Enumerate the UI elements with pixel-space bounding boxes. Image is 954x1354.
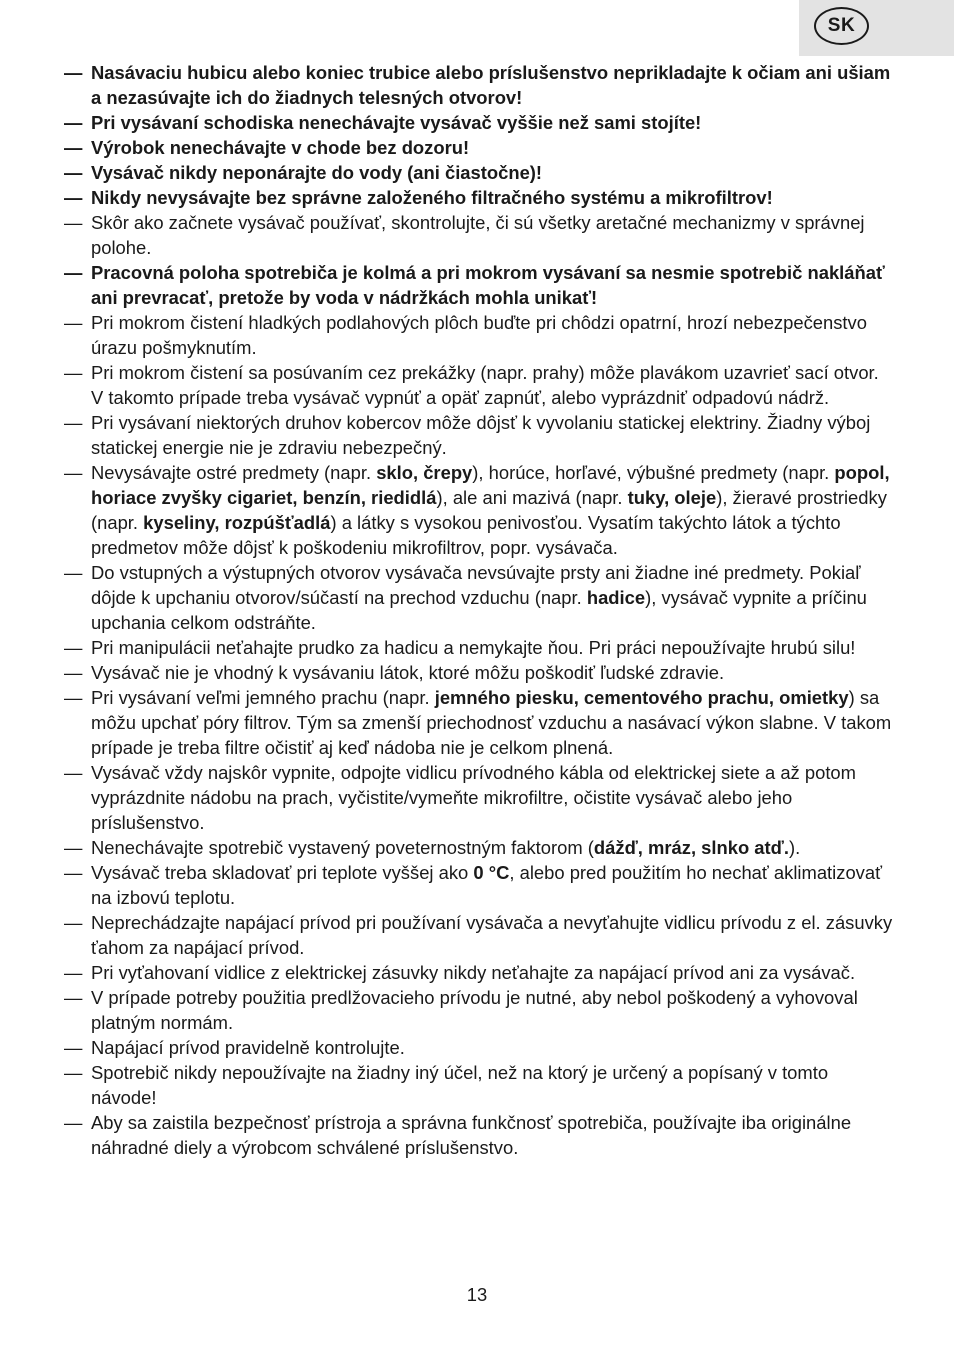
item-text: ) sa môžu upchať póry filtrov. Tým sa zmenší priechodnosť vzduchu a nasávací výkon slabne. V takom prípade je treba filtre očistiť aj keď nádoba nie je celkom plnená.	[91, 687, 892, 758]
item-text: Pri vysávaní schodiska nenechávajte vysávač vyššie než sami stojíte!	[91, 112, 702, 133]
item-text: Pri mokrom čistení hladkých podlahových plôch buďte pri chôdzi opatrní, hrozí nebezpečenstvo úrazu pošmyknutím.	[91, 312, 867, 358]
emphasized-text: jemného piesku, cementového prachu, omietky	[434, 687, 849, 708]
list-dash: —	[64, 1037, 83, 1058]
safety-instructions-list	[64, 60, 894, 1160]
list-dash: —	[64, 262, 83, 283]
list-item	[64, 1110, 894, 1160]
list-dash: —	[64, 362, 83, 383]
emphasized-text: sklo, črepy	[376, 462, 473, 483]
list-dash: —	[64, 637, 83, 658]
list-dash: —	[64, 762, 83, 783]
list-dash: —	[64, 987, 83, 1008]
item-text: Skôr ako začnete vysávač používať, skontrolujte, či sú všetky aretačné mechanizmy v správnej polohe.	[91, 212, 865, 258]
list-dash: —	[64, 862, 83, 883]
item-text: Nikdy nevysávajte bez správne založeného filtračného systému a mikrofiltrov!	[91, 187, 773, 208]
list-dash: —	[64, 137, 83, 158]
item-text: ), žieravé prostriedky (napr.	[91, 487, 887, 533]
page-number: 13	[466, 1284, 488, 1305]
item-text: Pracovná poloha spotrebiča je kolmá a pri mokrom vysávaní sa nesmie spotrebič nakláňať ani prevracať, pretože by voda v nádržkách mohla unikať!	[91, 262, 885, 308]
list-item	[64, 660, 894, 685]
item-text: Nasávaciu hubicu alebo koniec trubice alebo príslušenstvo neprikladajte k očiam ani ušiam a nezasúvajte ich do žiadnych telesných otvorov!	[91, 62, 891, 108]
list-dash: —	[64, 312, 83, 333]
list-item	[64, 1035, 894, 1060]
list-item	[64, 410, 894, 460]
list-dash: —	[64, 1062, 83, 1083]
list-item	[64, 460, 894, 560]
item-text: Do vstupných a výstupných otvorov vysávača nevsúvajte prsty ani žiadne iné predmety. Pokiaľ dôjde k upchaniu otvorov/súčastí na prechod vzduchu (napr.	[91, 562, 861, 608]
list-item	[64, 910, 894, 960]
item-text: ), horúce, horľavé, výbušné predmety (napr.	[472, 462, 835, 483]
item-text: Vysávač vždy najskôr vypnite, odpojte vidlicu prívodného kábla od elektrickej siete a až potom vyprázdnite nádobu na prach, vyčistite/vymeňte mikrofiltre, očistite vysávač alebo jeho príslušenstvo.	[91, 762, 856, 833]
emphasized-text: 0 °C	[473, 862, 510, 883]
list-dash: —	[64, 62, 83, 83]
item-text: Pri vysávaní veľmi jemného prachu (napr.	[91, 687, 435, 708]
list-item	[64, 635, 894, 660]
list-dash: —	[64, 962, 83, 983]
list-item	[64, 110, 894, 135]
item-text: Spotrebič nikdy nepoužívajte na žiadny iný účel, než na ktorý je určený a popísaný v tomto návode!	[91, 1062, 829, 1108]
list-dash: —	[64, 837, 83, 858]
item-text: Pri manipulácii neťahajte prudko za hadicu a nemykajte ňou. Pri práci nepoužívajte hrubú silu!	[91, 637, 856, 658]
item-text: Nevysávajte ostré predmety (napr.	[91, 462, 377, 483]
list-dash: —	[64, 112, 83, 133]
emphasized-text: dážď, mráz, slnko atď.	[593, 837, 789, 858]
language-badge: SK	[814, 7, 869, 45]
list-item	[64, 160, 894, 185]
item-text: Výrobok nenechávajte v chode bez dozoru!	[91, 137, 470, 158]
list-item	[64, 985, 894, 1035]
list-item	[64, 60, 894, 110]
item-text: , alebo pred použitím ho nechať aklimatizovať na izbovú teplotu.	[91, 862, 882, 908]
list-dash: —	[64, 912, 83, 933]
item-text: Pri vyťahovaní vidlice z elektrickej zásuvky nikdy neťahajte za napájací prívod ani za vysávač.	[91, 962, 856, 983]
emphasized-text: popol, horiace zvyšky cigariet, benzín, riedidlá	[91, 462, 890, 508]
emphasized-text: hadice	[586, 587, 646, 608]
list-item	[64, 760, 894, 835]
list-dash: —	[64, 687, 83, 708]
language-tab	[799, 0, 954, 56]
item-text: ), ale ani mazivá (napr.	[436, 487, 628, 508]
list-item	[64, 860, 894, 910]
list-item	[64, 835, 894, 860]
item-text: Pri vysávaní niektorých druhov kobercov môže dôjsť k vyvolaniu statickej elektriny. Žiadny výboj statickej energie nie je zdraviu nebezpečný.	[91, 412, 871, 458]
emphasized-text: kyseliny, rozpúšťadlá	[143, 512, 331, 533]
list-item	[64, 260, 894, 310]
item-text: V prípade potreby použitia predlžovacieho prívodu je nutné, aby nebol poškodený a vyhovoval platným normám.	[91, 987, 858, 1033]
item-text: ) a látky s vysokou penivosťou. Vysatím takýchto látok a týchto predmetov môže dôjsť k poškodeniu mikrofiltrov, popr. vysávača.	[91, 512, 841, 558]
list-dash: —	[64, 1112, 83, 1133]
list-item	[64, 360, 894, 410]
item-text: Nenechávajte spotrebič vystavený poveternostným faktorom (	[91, 837, 594, 858]
list-dash: —	[64, 212, 83, 233]
list-dash: —	[64, 562, 83, 583]
list-item	[64, 560, 894, 635]
item-text: Aby sa zaistila bezpečnosť prístroja a správna funkčnosť spotrebiča, používajte iba originálne náhradné diely a výrobcom schválené príslušenstvo.	[91, 1112, 852, 1158]
list-item	[64, 960, 894, 985]
list-item	[64, 1060, 894, 1110]
list-item	[64, 210, 894, 260]
item-text: ), vysávač vypnite a príčinu upchania celkom odstráňte.	[91, 587, 867, 633]
list-dash: —	[64, 412, 83, 433]
list-dash: —	[64, 162, 83, 183]
list-item	[64, 185, 894, 210]
item-text: Pri mokrom čistení sa posúvaním cez prekážky (napr. prahy) môže plavákom uzavrieť sací otvor. V takomto prípade treba vysávač vypnúť a opäť zapnúť, alebo vyprázdniť odpadovú nádrž.	[91, 362, 879, 408]
emphasized-text: tuky, oleje	[627, 487, 717, 508]
list-item	[64, 685, 894, 760]
item-text: Vysávač nikdy neponárajte do vody (ani čiastočne)!	[91, 162, 543, 183]
item-text: Vysávač nie je vhodný k vysávaniu látok, ktoré môžu poškodiť ľudské zdravie.	[91, 662, 725, 683]
list-item	[64, 310, 894, 360]
list-dash: —	[64, 462, 83, 483]
list-dash: —	[64, 187, 83, 208]
item-text: Vysávač treba skladovať pri teplote vyššej ako	[91, 862, 474, 883]
list-dash: —	[64, 662, 83, 683]
list-item	[64, 135, 894, 160]
item-text: Neprechádzajte napájací prívod pri používaní vysávača a nevyťahujte vidlicu prívodu z el. zásuvky ťahom za napájací prívod.	[91, 912, 893, 958]
item-text: ).	[789, 837, 801, 858]
item-text: Napájací prívod pravidelně kontrolujte.	[91, 1037, 405, 1058]
